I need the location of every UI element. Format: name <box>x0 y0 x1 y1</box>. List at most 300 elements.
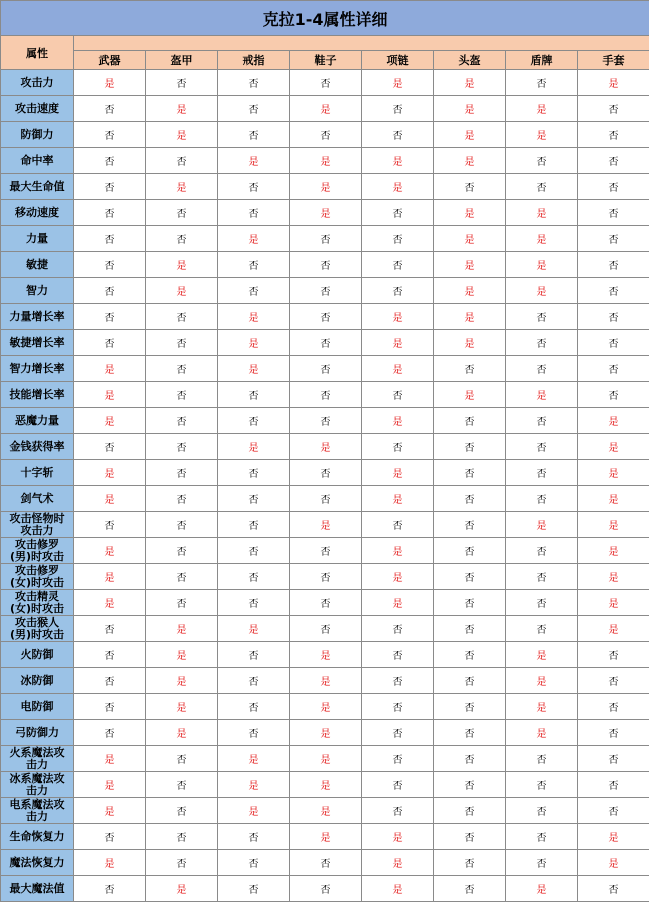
value-cell-yes: 是 <box>362 486 434 512</box>
table-row <box>1 70 649 96</box>
value-cell-yes: 是 <box>362 356 434 382</box>
value-cell-yes: 是 <box>290 174 362 200</box>
attribute-label: 剑气术 <box>1 486 74 512</box>
value-cell-no: 否 <box>146 746 218 772</box>
value-cell-yes: 是 <box>218 434 290 460</box>
value-cell-no: 否 <box>362 226 434 252</box>
value-cell-no: 否 <box>506 408 578 434</box>
slot-header-3: 鞋子 <box>290 51 362 70</box>
table-row <box>1 512 649 538</box>
value-cell-yes: 是 <box>290 772 362 798</box>
value-cell-no: 否 <box>290 278 362 304</box>
value-cell-no: 否 <box>434 174 506 200</box>
value-cell-no: 否 <box>218 460 290 486</box>
table-row <box>1 278 649 304</box>
table-row <box>1 850 649 876</box>
value-cell-yes: 是 <box>146 668 218 694</box>
attribute-label: 攻击力 <box>1 70 74 96</box>
value-cell-yes: 是 <box>434 96 506 122</box>
attribute-label-line: 电系魔法攻 <box>9 797 65 811</box>
value-cell-no: 否 <box>362 434 434 460</box>
value-cell-no: 否 <box>506 772 578 798</box>
value-cell-no: 否 <box>290 382 362 408</box>
value-cell-yes: 是 <box>506 96 578 122</box>
table-row <box>1 174 649 200</box>
value-cell-no: 否 <box>218 382 290 408</box>
value-cell-yes: 是 <box>578 460 649 486</box>
value-cell-no: 否 <box>578 200 649 226</box>
attribute-label: 敏捷 <box>1 252 74 278</box>
value-cell-no: 否 <box>578 668 649 694</box>
attribute-label-line: 击力 <box>26 809 48 823</box>
slot-header-2: 戒指 <box>218 51 290 70</box>
value-cell-yes: 是 <box>218 304 290 330</box>
attribute-label: 冰防御 <box>1 668 74 694</box>
slot-header-0: 武器 <box>74 51 146 70</box>
value-cell-no: 否 <box>290 590 362 616</box>
value-cell-no: 否 <box>74 512 146 538</box>
value-cell-yes: 是 <box>434 252 506 278</box>
attribute-label-line: (女)时攻击 <box>9 575 65 589</box>
value-cell-no: 否 <box>146 304 218 330</box>
table-row <box>1 772 649 798</box>
value-cell-no: 否 <box>362 512 434 538</box>
value-cell-no: 否 <box>434 850 506 876</box>
value-cell-no: 否 <box>146 408 218 434</box>
value-cell-no: 否 <box>218 876 290 902</box>
attribute-label: 移动速度 <box>1 200 74 226</box>
value-cell-no: 否 <box>290 330 362 356</box>
value-cell-no: 否 <box>434 486 506 512</box>
value-cell-no: 否 <box>506 798 578 824</box>
value-cell-yes: 是 <box>74 798 146 824</box>
value-cell-no: 否 <box>506 746 578 772</box>
value-cell-no: 否 <box>506 538 578 564</box>
table-row <box>1 356 649 382</box>
value-cell-no: 否 <box>146 434 218 460</box>
value-cell-no: 否 <box>74 96 146 122</box>
value-cell-no: 否 <box>434 876 506 902</box>
value-cell-no: 否 <box>362 96 434 122</box>
attribute-label-line: 击力 <box>26 783 48 797</box>
table-row <box>1 616 649 642</box>
value-cell-yes: 是 <box>290 746 362 772</box>
value-cell-no: 否 <box>218 486 290 512</box>
value-cell-yes: 是 <box>146 96 218 122</box>
value-cell-yes: 是 <box>362 538 434 564</box>
value-cell-no: 否 <box>578 382 649 408</box>
table-row <box>1 330 649 356</box>
attribute-label <box>1 798 74 824</box>
value-cell-yes: 是 <box>434 122 506 148</box>
value-cell-no: 否 <box>578 772 649 798</box>
table-row <box>1 96 649 122</box>
value-cell-no: 否 <box>218 850 290 876</box>
table-row <box>1 798 649 824</box>
value-cell-yes: 是 <box>290 668 362 694</box>
value-cell-no: 否 <box>218 70 290 96</box>
value-cell-no: 否 <box>362 798 434 824</box>
value-cell-no: 否 <box>578 694 649 720</box>
value-cell-no: 否 <box>362 720 434 746</box>
value-cell-no: 否 <box>74 122 146 148</box>
value-cell-yes: 是 <box>74 746 146 772</box>
attribute-label-line: 火系魔法攻 <box>9 745 65 759</box>
value-cell-no: 否 <box>74 876 146 902</box>
value-cell-no: 否 <box>362 746 434 772</box>
value-cell-yes: 是 <box>74 356 146 382</box>
value-cell-yes: 是 <box>218 330 290 356</box>
value-cell-yes: 是 <box>362 850 434 876</box>
value-cell-no: 否 <box>506 616 578 642</box>
value-cell-no: 否 <box>290 356 362 382</box>
table-row <box>1 668 649 694</box>
value-cell-yes: 是 <box>146 642 218 668</box>
value-cell-yes: 是 <box>434 70 506 96</box>
value-cell-no: 否 <box>146 772 218 798</box>
value-cell-no: 否 <box>74 148 146 174</box>
value-cell-yes: 是 <box>218 772 290 798</box>
value-cell-no: 否 <box>578 278 649 304</box>
value-cell-no: 否 <box>146 356 218 382</box>
value-cell-no: 否 <box>146 382 218 408</box>
value-cell-no: 否 <box>578 356 649 382</box>
value-cell-no: 否 <box>290 460 362 486</box>
value-cell-no: 否 <box>218 590 290 616</box>
value-cell-yes: 是 <box>578 616 649 642</box>
attribute-label <box>1 512 74 538</box>
value-cell-yes: 是 <box>290 720 362 746</box>
value-cell-no: 否 <box>578 330 649 356</box>
table-row <box>1 590 649 616</box>
value-cell-no: 否 <box>434 824 506 850</box>
value-cell-no: 否 <box>506 850 578 876</box>
value-cell-yes: 是 <box>74 772 146 798</box>
attribute-label: 攻击速度 <box>1 96 74 122</box>
value-cell-no: 否 <box>362 278 434 304</box>
value-cell-no: 否 <box>578 720 649 746</box>
value-cell-no: 否 <box>74 200 146 226</box>
value-cell-yes: 是 <box>578 408 649 434</box>
value-cell-yes: 是 <box>506 122 578 148</box>
value-cell-no: 否 <box>506 564 578 590</box>
value-cell-no: 否 <box>506 174 578 200</box>
value-cell-no: 否 <box>290 850 362 876</box>
value-cell-yes: 是 <box>290 694 362 720</box>
value-cell-no: 否 <box>434 772 506 798</box>
value-cell-no: 否 <box>362 772 434 798</box>
value-cell-no: 否 <box>362 694 434 720</box>
value-cell-no: 否 <box>290 70 362 96</box>
attribute-label <box>1 564 74 590</box>
value-cell-yes: 是 <box>506 642 578 668</box>
value-cell-yes: 是 <box>434 382 506 408</box>
table-row <box>1 720 649 746</box>
value-cell-yes: 是 <box>290 824 362 850</box>
value-cell-no: 否 <box>218 642 290 668</box>
attribute-label-line: 攻击力 <box>20 523 54 537</box>
value-cell-no: 否 <box>362 122 434 148</box>
value-cell-yes: 是 <box>434 226 506 252</box>
slot-header-7: 手套 <box>578 51 649 70</box>
value-cell-yes: 是 <box>578 590 649 616</box>
value-cell-yes: 是 <box>578 486 649 512</box>
slot-header-row <box>1 51 649 70</box>
value-cell-no: 否 <box>218 720 290 746</box>
value-cell-no: 否 <box>434 356 506 382</box>
value-cell-yes: 是 <box>74 408 146 434</box>
attribute-label: 力量增长率 <box>1 304 74 330</box>
value-cell-yes: 是 <box>506 252 578 278</box>
value-cell-no: 否 <box>218 694 290 720</box>
value-cell-no: 否 <box>146 590 218 616</box>
slot-header-4: 项链 <box>362 51 434 70</box>
attribute-header: 属性 <box>1 36 74 70</box>
value-cell-no: 否 <box>146 512 218 538</box>
value-cell-no: 否 <box>434 720 506 746</box>
value-cell-yes: 是 <box>218 746 290 772</box>
value-cell-yes: 是 <box>362 408 434 434</box>
attribute-label-line: 攻击怪物时 <box>9 511 65 525</box>
table-row <box>1 538 649 564</box>
value-cell-no: 否 <box>506 434 578 460</box>
value-cell-yes: 是 <box>74 70 146 96</box>
attribute-label: 火防御 <box>1 642 74 668</box>
attribute-label: 魔法恢复力 <box>1 850 74 876</box>
value-cell-no: 否 <box>290 226 362 252</box>
value-cell-no: 否 <box>74 694 146 720</box>
value-cell-no: 否 <box>146 798 218 824</box>
value-cell-yes: 是 <box>506 694 578 720</box>
value-cell-yes: 是 <box>506 512 578 538</box>
value-cell-yes: 是 <box>362 590 434 616</box>
table-row <box>1 304 649 330</box>
value-cell-yes: 是 <box>290 96 362 122</box>
value-cell-no: 否 <box>146 148 218 174</box>
attribute-label: 电防御 <box>1 694 74 720</box>
value-cell-no: 否 <box>434 408 506 434</box>
value-cell-yes: 是 <box>362 460 434 486</box>
attribute-label <box>1 746 74 772</box>
value-cell-yes: 是 <box>506 382 578 408</box>
value-cell-yes: 是 <box>578 70 649 96</box>
value-cell-no: 否 <box>74 720 146 746</box>
table-row <box>1 694 649 720</box>
value-cell-yes: 是 <box>434 304 506 330</box>
value-cell-yes: 是 <box>578 564 649 590</box>
value-cell-no: 否 <box>146 330 218 356</box>
value-cell-yes: 是 <box>74 382 146 408</box>
attribute-label-line: 攻击精灵 <box>15 589 59 603</box>
attribute-label: 命中率 <box>1 148 74 174</box>
value-cell-yes: 是 <box>434 148 506 174</box>
value-cell-no: 否 <box>506 304 578 330</box>
value-cell-no: 否 <box>506 486 578 512</box>
value-cell-no: 否 <box>146 70 218 96</box>
value-cell-yes: 是 <box>218 616 290 642</box>
value-cell-yes: 是 <box>362 148 434 174</box>
value-cell-no: 否 <box>434 460 506 486</box>
attribute-label: 技能增长率 <box>1 382 74 408</box>
value-cell-yes: 是 <box>146 616 218 642</box>
value-cell-yes: 是 <box>506 278 578 304</box>
value-cell-no: 否 <box>218 512 290 538</box>
table-row <box>1 382 649 408</box>
attribute-label-line: 攻击修罗 <box>15 563 59 577</box>
value-cell-yes: 是 <box>506 200 578 226</box>
value-cell-yes: 是 <box>146 694 218 720</box>
value-cell-yes: 是 <box>290 512 362 538</box>
value-cell-no: 否 <box>506 356 578 382</box>
value-cell-no: 否 <box>434 616 506 642</box>
value-cell-yes: 是 <box>362 304 434 330</box>
value-cell-no: 否 <box>218 564 290 590</box>
value-cell-yes: 是 <box>362 824 434 850</box>
value-cell-yes: 是 <box>578 538 649 564</box>
value-cell-no: 否 <box>434 434 506 460</box>
value-cell-no: 否 <box>74 642 146 668</box>
value-cell-no: 否 <box>290 122 362 148</box>
attribute-label-line: 冰系魔法攻 <box>9 771 65 785</box>
value-cell-no: 否 <box>434 564 506 590</box>
value-cell-yes: 是 <box>362 330 434 356</box>
value-cell-yes: 是 <box>146 720 218 746</box>
value-cell-no: 否 <box>74 174 146 200</box>
value-cell-no: 否 <box>218 96 290 122</box>
value-cell-no: 否 <box>74 252 146 278</box>
value-cell-no: 否 <box>434 668 506 694</box>
attribute-label-line: 攻击修罗 <box>15 537 59 551</box>
value-cell-no: 否 <box>290 876 362 902</box>
value-cell-yes: 是 <box>506 876 578 902</box>
table-row <box>1 642 649 668</box>
value-cell-no: 否 <box>218 278 290 304</box>
value-cell-yes: 是 <box>362 174 434 200</box>
value-cell-yes: 是 <box>578 434 649 460</box>
header-blank-band <box>74 36 649 51</box>
value-cell-no: 否 <box>506 330 578 356</box>
value-cell-yes: 是 <box>146 876 218 902</box>
value-cell-no: 否 <box>290 408 362 434</box>
value-cell-yes: 是 <box>434 278 506 304</box>
attribute-label: 智力 <box>1 278 74 304</box>
value-cell-no: 否 <box>434 798 506 824</box>
value-cell-yes: 是 <box>506 720 578 746</box>
value-cell-yes: 是 <box>218 226 290 252</box>
attribute-label: 恶魔力量 <box>1 408 74 434</box>
attribute-label: 最大魔法值 <box>1 876 74 902</box>
value-cell-no: 否 <box>74 226 146 252</box>
attribute-label-line: (男)时攻击 <box>9 549 65 563</box>
table-row <box>1 122 649 148</box>
table-row <box>1 226 649 252</box>
value-cell-no: 否 <box>362 642 434 668</box>
slot-header-5: 头盔 <box>434 51 506 70</box>
value-cell-no: 否 <box>434 590 506 616</box>
attribute-label <box>1 538 74 564</box>
value-cell-no: 否 <box>146 486 218 512</box>
value-cell-no: 否 <box>290 564 362 590</box>
value-cell-yes: 是 <box>290 798 362 824</box>
value-cell-no: 否 <box>578 746 649 772</box>
value-cell-no: 否 <box>506 148 578 174</box>
attribute-label: 弓防御力 <box>1 720 74 746</box>
value-cell-no: 否 <box>290 486 362 512</box>
value-cell-no: 否 <box>434 746 506 772</box>
value-cell-no: 否 <box>218 538 290 564</box>
value-cell-yes: 是 <box>74 486 146 512</box>
value-cell-no: 否 <box>146 538 218 564</box>
value-cell-yes: 是 <box>434 330 506 356</box>
value-cell-yes: 是 <box>74 590 146 616</box>
value-cell-no: 否 <box>506 590 578 616</box>
value-cell-no: 否 <box>434 512 506 538</box>
attribute-label-line: (女)时攻击 <box>9 601 65 615</box>
value-cell-no: 否 <box>578 252 649 278</box>
slot-header-6: 盾牌 <box>506 51 578 70</box>
value-cell-no: 否 <box>146 226 218 252</box>
value-cell-no: 否 <box>434 694 506 720</box>
attribute-label <box>1 590 74 616</box>
table-row <box>1 252 649 278</box>
value-cell-no: 否 <box>506 824 578 850</box>
value-cell-yes: 是 <box>362 876 434 902</box>
attribute-label: 敏捷增长率 <box>1 330 74 356</box>
value-cell-no: 否 <box>506 460 578 486</box>
value-cell-yes: 是 <box>290 148 362 174</box>
value-cell-yes: 是 <box>74 850 146 876</box>
table-row <box>1 746 649 772</box>
value-cell-no: 否 <box>578 876 649 902</box>
value-cell-no: 否 <box>74 434 146 460</box>
attribute-label: 最大生命值 <box>1 174 74 200</box>
slot-header-1: 盔甲 <box>146 51 218 70</box>
value-cell-yes: 是 <box>74 460 146 486</box>
value-cell-no: 否 <box>146 850 218 876</box>
value-cell-yes: 是 <box>290 642 362 668</box>
value-cell-no: 否 <box>146 200 218 226</box>
table-row <box>1 486 649 512</box>
attribute-label <box>1 772 74 798</box>
value-cell-no: 否 <box>578 226 649 252</box>
value-cell-no: 否 <box>434 642 506 668</box>
value-cell-yes: 是 <box>362 564 434 590</box>
table-row <box>1 876 649 902</box>
value-cell-yes: 是 <box>146 122 218 148</box>
value-cell-no: 否 <box>74 824 146 850</box>
value-cell-no: 否 <box>74 304 146 330</box>
value-cell-yes: 是 <box>578 512 649 538</box>
attribute-label: 十字斩 <box>1 460 74 486</box>
value-cell-no: 否 <box>506 70 578 96</box>
value-cell-yes: 是 <box>74 564 146 590</box>
value-cell-yes: 是 <box>506 668 578 694</box>
value-cell-yes: 是 <box>146 252 218 278</box>
value-cell-yes: 是 <box>146 278 218 304</box>
value-cell-no: 否 <box>146 824 218 850</box>
value-cell-yes: 是 <box>506 226 578 252</box>
value-cell-no: 否 <box>362 200 434 226</box>
sheet-title: 克拉1-4属性详细 <box>1 1 649 36</box>
value-cell-yes: 是 <box>290 200 362 226</box>
table-row <box>1 200 649 226</box>
value-cell-no: 否 <box>290 538 362 564</box>
value-cell-no: 否 <box>578 642 649 668</box>
value-cell-yes: 是 <box>362 70 434 96</box>
value-cell-no: 否 <box>578 96 649 122</box>
value-cell-no: 否 <box>74 668 146 694</box>
value-cell-yes: 是 <box>218 148 290 174</box>
